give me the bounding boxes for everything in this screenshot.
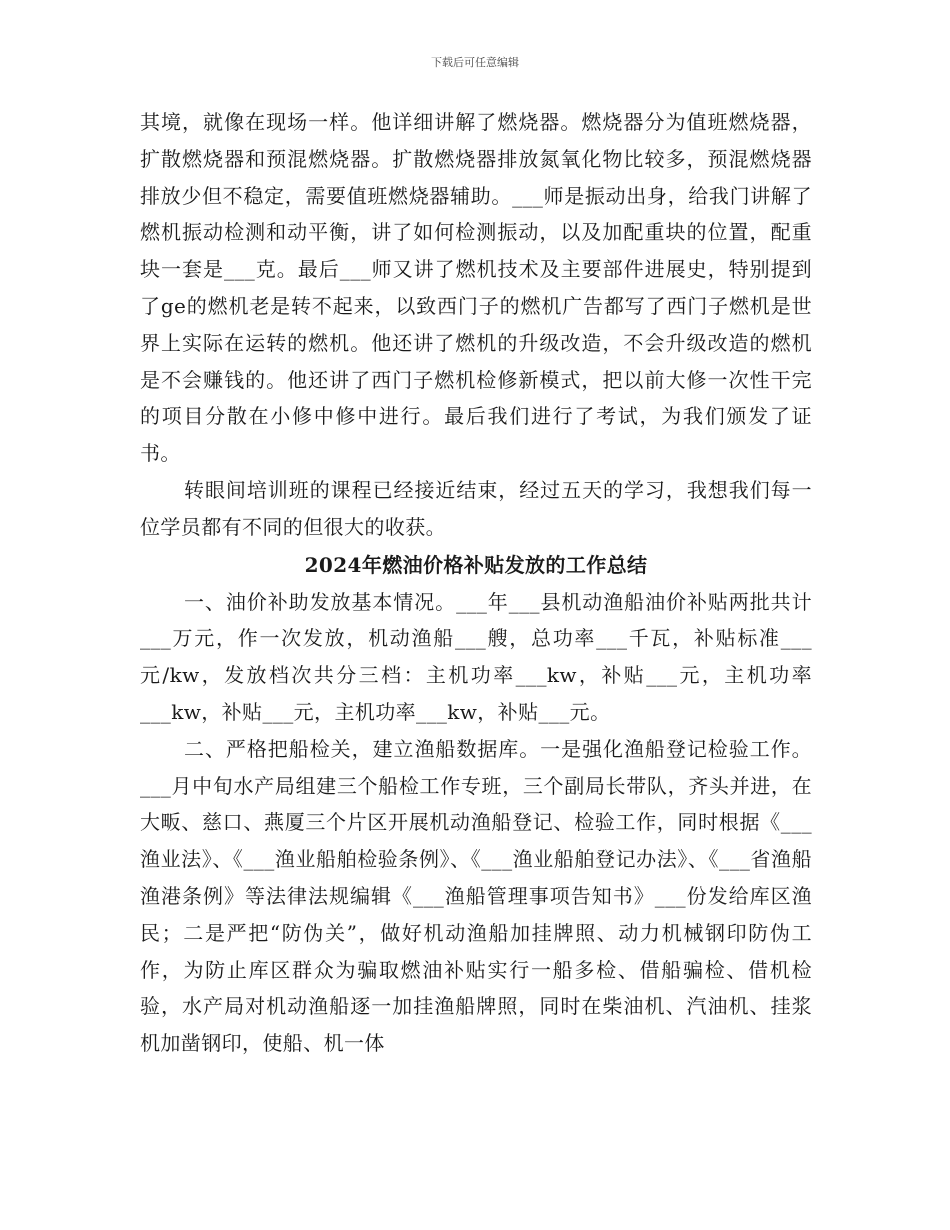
paragraph-subsidy-overview: 一、油价补助发放基本情况。___年___县机动渔船油价补贴两批共计___万元，作一次发放，机动渔船___艘，总功率___千瓦，补贴标准___元/kw，发放档次共分三档：主机功率___kw，补贴___元，主机功率___kw，补贴___元，主机功率___kw，补贴___元。 <box>140 589 812 724</box>
paragraph-summary: 转眼间培训班的课程已经接近结束，经过五天的学习，我想我们每一位学员都有不同的但很大的收获。 <box>140 477 812 539</box>
paragraph-continuation: 其境，就像在现场一样。他详细讲解了燃烧器。燃烧器分为值班燃烧器，扩散燃烧器和预混燃烧器。扩散燃烧器排放氮氧化物比较多，预混燃烧器排放少但不稳定，需要值班燃烧器辅助。___师是振动出身，给我门讲解了燃机振动检测和动平衡，讲了如何检测振动，以及加配重块的位置，配重块一套是___克。最后___师又讲了燃机技术及主要部件进展史，特别提到了ge的燃机老是转不起来，以致西门子的燃机广告都写了西门子燃机是世界上实际在运转的燃机。他还讲了燃机的升级改造，不会升级改造的燃机是不会赚钱的。他还讲了西门子燃机检修新模式，把以前大修一次性干完的项目分散在小修中修中进行。最后我们进行了考试，为我们颁发了证书。 <box>140 110 812 466</box>
document-body <box>140 104 812 1062</box>
paragraph-ship-inspection: 二、严格把船检关，建立渔船数据库。一是强化渔船登记检验工作。___月中旬水产局组建三个船检工作专班，三个副局长带队，齐头并进，在大畈、慈口、燕厦三个片区开展机动渔船登记、检验工作，同时根据《___渔业法》、《___渔业船舶检验条例》、《___渔业船舶登记办法》、《___省渔船渔港条例》等法律法规编辑《___渔船管理事项告知书》___份发给库区渔民；二是严把“防伪关”，做好机动渔船加挂牌照、动力机械钢印防伪工作，为防止库区群众为骗取燃油补贴实行一船多检、借船骗检、借机检验，水产局对机动渔船逐一加挂渔船牌照，同时在柴油机、汽油机、挂浆机加凿钢印，使船、机一体 <box>140 736 812 1056</box>
section-title: 2024年燃油价格补贴发放的工作总结 <box>304 552 648 577</box>
header-note: 下载后可任意编辑 <box>431 56 519 69</box>
